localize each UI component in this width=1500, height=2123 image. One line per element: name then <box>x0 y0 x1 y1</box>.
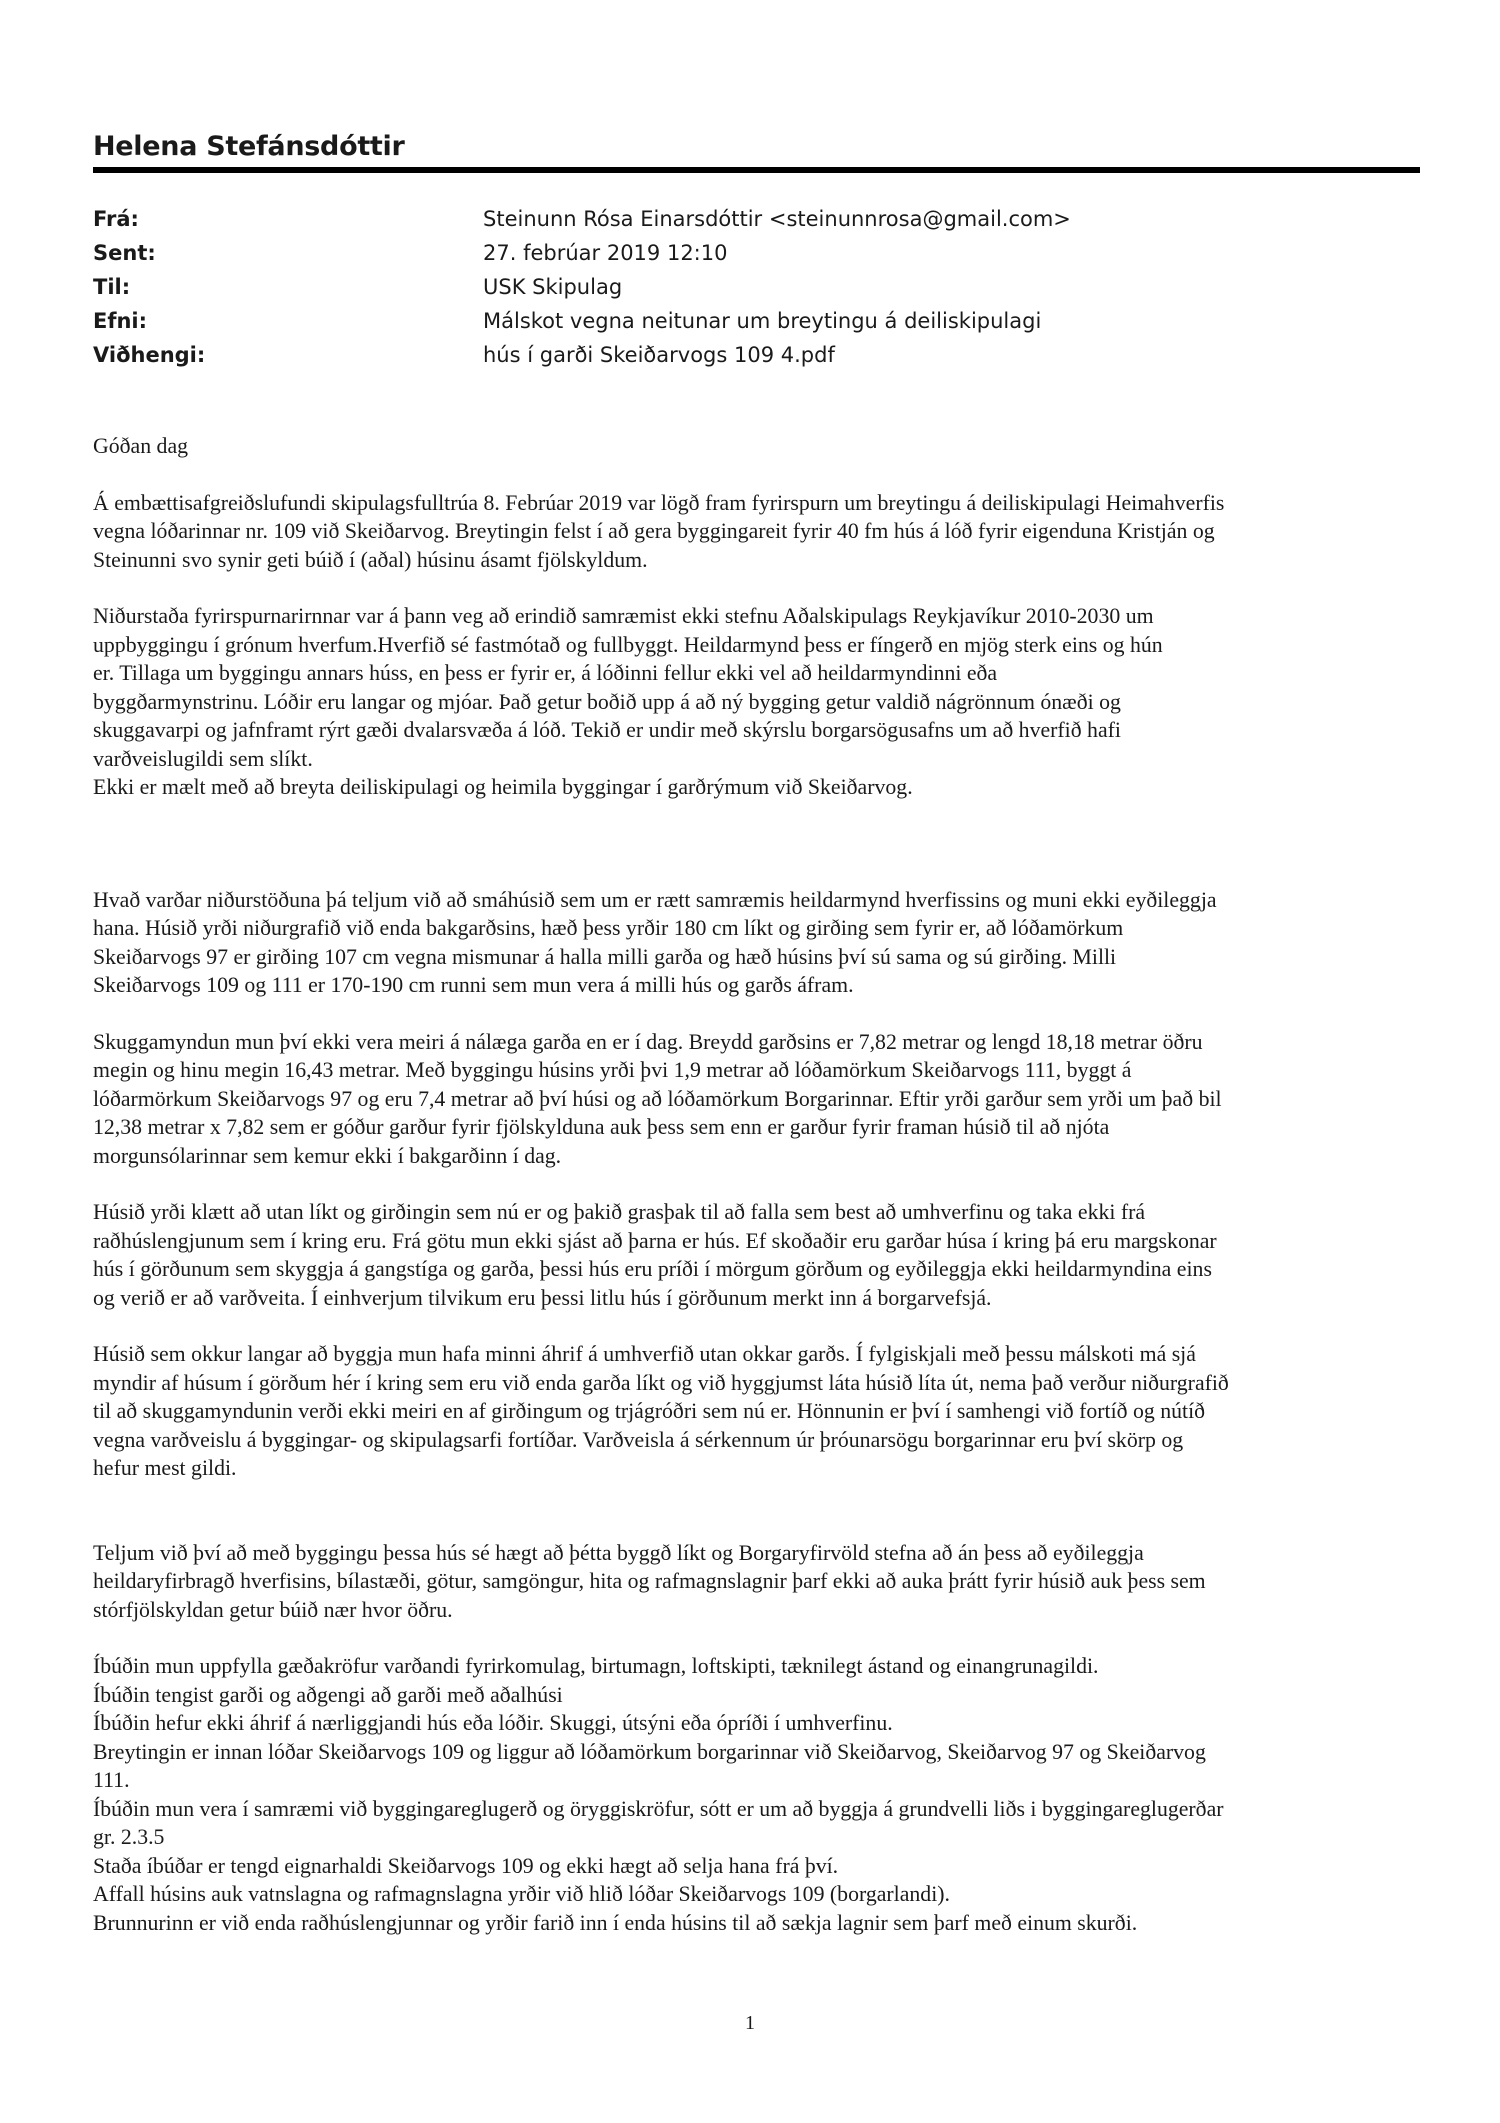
text-line: raðhúslengjunum sem í kring eru. Frá götu mun ekki sjást að þarna er hús. Ef skoðaðir eru garðar húsa í kring þá eru margskonar <box>93 1228 1217 1253</box>
header-row-sent <box>93 236 1423 270</box>
text-line: Teljum við því að með byggingu þessa hús sé hægt að þétta byggð líkt og Borgaryfirvöld stefna að án þess að eyðileggja <box>93 1540 1144 1565</box>
paragraph-2 <box>93 602 1423 802</box>
email-header <box>93 202 1423 372</box>
paragraph-6 <box>93 1340 1423 1483</box>
text-line: Íbúðin hefur ekki áhrif á nærliggjandi hús eða lóðir. Skuggi, útsýni eða ópríði í umhverfinu. <box>93 1711 893 1735</box>
header-label: Efni: <box>93 309 148 333</box>
text-line: Húsið sem okkur langar að byggja mun hafa minni áhrif á umhverfið utan okkar garðs. Í fylgiskjali með þessu málskoti má sjá <box>93 1342 1196 1366</box>
text-line: Íbúðin tengist garði og aðgengi að garði með aðalhúsi <box>93 1682 563 1707</box>
header-value-sent: 27. febrúar 2019 12:10 <box>483 241 728 265</box>
text-line: til að skuggamyndunin verði ekki meiri en af girðingum og trjágróðri sem nú er. Hönnunin er því í samhengi við fortíð og nútíð <box>93 1399 1206 1423</box>
text-line: Íbúðin mun uppfylla gæðakröfur varðandi fyrirkomulag, birtumagn, loftskipti, tæknilegt ástand og einangrunagildi. <box>93 1654 1099 1678</box>
text-line: Affall húsins auk vatnslagna og rafmagnslagna yrðir við hlið lóðar Skeiðarvogs 109 (borgarlandi). <box>93 1882 950 1906</box>
text-line: Breytingin er innan lóðar Skeiðarvogs 109 og liggur að lóðamörkum borgarinnar við Skeiðarvog, Skeiðarvog 97 og Skeiðarvog <box>93 1739 1206 1764</box>
header-row-subject <box>93 304 1423 338</box>
text-line: Hvað varðar niðurstöðuna þá teljum við að smáhúsið sem um er rætt samræmis heildarmynd hverfissins og muni ekki eyðileggja <box>93 887 1217 912</box>
email-body <box>93 432 1423 1937</box>
text-line: 111. <box>93 1768 130 1792</box>
text-line: Brunnurinn er við enda raðhúslengjunnar og yrðir farið inn í enda húsins til að sækja lagnir sem þarf með einum skurði. <box>93 1910 1138 1935</box>
text-line: og verið er að varðveita. Í einhverjum tilvikum eru þessi litlu hús í görðunum merkt inn á borgarvefsjá. <box>93 1285 992 1310</box>
header-row-from <box>93 202 1423 236</box>
text-line: Húsið yrði klætt að utan líkt og girðingin sem nú er og þakið grasþak til að falla sem best að umhverfinu og taka ekki frá <box>93 1200 1146 1224</box>
header-divider <box>93 167 1420 173</box>
text-line: myndir af húsum í görðum hér í kring sem eru við enda garða líkt og við hyggjumst láta húsið líta út, nema það verður niðurgrafið <box>93 1370 1229 1395</box>
header-value-to: USK Skipulag <box>483 275 623 299</box>
text-line: vegna lóðarinnar nr. 109 við Skeiðarvog. Breytingin felst í að gera byggingareit fyrir 40 fm hús á lóð fyrir eigenduna Kristján og <box>93 519 1215 543</box>
text-line: hús í görðunum sem skyggja á gangstíga og garða, þessi hús eru príði í mörgum görðum og eyðileggja ekki heildarmyndina eins <box>93 1257 1212 1281</box>
text-line: byggðarmynstrinu. Lóðir eru langar og mjóar. Það getur boðið upp á að ný bygging getur valdið nágrönnum ónæði og <box>93 689 1121 714</box>
text-line: hefur mest gildi. <box>93 1456 237 1480</box>
text-line: Skuggamyndun mun því ekki vera meiri á nálæga garða en er í dag. Breydd garðsins er 7,82 metrar og lengd 18,18 metrar öðru <box>93 1029 1203 1054</box>
text-line: uppbyggingu í grónum hverfum.Hverfið sé fastmótað og fullbyggt. Heildarmynd þess er fíngerð en mjög sterk eins og hún <box>93 632 1163 657</box>
text-line: Íbúðin mun vera í samræmi við byggingareglugerð og öryggiskröfur, sótt er um að byggja á grundvelli liðs i byggingareglugerðar <box>93 1796 1224 1821</box>
paragraph-7 <box>93 1539 1423 1625</box>
text-line: Skeiðarvogs 109 og 111 er 170-190 cm runni sem mun vera á milli hús og garðs áfram. <box>93 973 854 997</box>
header-row-to <box>93 270 1423 304</box>
text-line: Niðurstaða fyrirspurnarirnnar var á þann veg að erindið samræmist ekki stefnu Aðalskipulags Reykjavíkur 2010-2030 um <box>93 604 1154 628</box>
greeting: Góðan dag <box>93 434 189 458</box>
paragraph-5 <box>93 1198 1423 1312</box>
header-value-attachment: hús í garði Skeiðarvogs 109 4.pdf <box>483 343 835 367</box>
paragraph-8 <box>93 1652 1423 1937</box>
text-line: heildaryfirbragð hverfisins, bílastæði, götur, samgöngur, hita og rafmagnslagnir þarf ekki að auka þrátt fyrir húsið auk þess sem <box>93 1569 1206 1593</box>
header-label: Til: <box>93 275 131 299</box>
text-line: hana. Húsið yrði niðurgrafið við enda bakgarðsins, hæð þess yrðir 180 cm líkt og girðing sem fyrir er, að lóðamörkum <box>93 916 1124 940</box>
header-value-subject: Málskot vegna neitunar um breytingu á deiliskipulagi <box>483 309 1042 333</box>
text-line: lóðarmörkum Skeiðarvogs 97 og eru 7,4 metrar að því húsi og að lóðamörkum Borgarinnar. Eftir yrði garður sem yrði um það bil <box>93 1086 1222 1111</box>
paragraph-1 <box>93 489 1423 575</box>
header-label: Viðhengi: <box>93 343 206 367</box>
recipient-name: Helena Stefánsdóttir <box>93 131 405 162</box>
header-value-from: Steinunn Rósa Einarsdóttir <steinunnrosa@gmail.com> <box>483 207 1071 231</box>
text-line: skuggavarpi og jafnframt rýrt gæði dvalarsvæða á lóð. Tekið er undir með skýrslu borgarsögusafns um að hverfið hafi <box>93 718 1121 742</box>
text-line: morgunsólarinnar sem kemur ekki í bakgarðinn í dag. <box>93 1143 562 1168</box>
text-line: Ekki er mælt með að breyta deiliskipulagi og heimila byggingar í garðrýmum við Skeiðarvog. <box>93 775 913 799</box>
text-line: Steinunni svo synir geti búið í (aðal) húsinu ásamt fjölskyldum. <box>93 547 648 572</box>
text-line: vegna varðveislu á byggingar- og skipulagsarfi fortíðar. Varðveisla á sérkennum úr þróunarsögu borgarinnar eru því skörp og <box>93 1427 1184 1452</box>
text-line: megin og hinu megin 16,43 metrar. Með byggingu húsins yrði þvi 1,9 metrar að lóðamörkum Skeiðarvogs 111, byggt á <box>93 1058 1132 1082</box>
header-row-attachment <box>93 338 1423 372</box>
header-label: Sent: <box>93 241 156 265</box>
text-line: stórfjölskyldan getur búið nær hvor öðru. <box>93 1597 453 1622</box>
header-label: Frá: <box>93 207 139 231</box>
text-line: gr. 2.3.5 <box>93 1825 165 1849</box>
text-line: varðveislugildi sem slíkt. <box>93 746 313 771</box>
text-line: Á embættisafgreiðslufundi skipulagsfulltrúa 8. Febrúar 2019 var lögð fram fyrirspurn um breytingu á deiliskipulagi Heimahverfis <box>93 490 1225 515</box>
text-line: er. Tillaga um byggingu annars húss, en þess er fyrir er, á lóðinni fellur ekki vel að heildarmyndinni eða <box>93 661 998 685</box>
paragraph-4 <box>93 1028 1423 1171</box>
text-line: 12,38 metrar x 7,82 sem er góður garður fyrir fjölskylduna auk þess sem enn er garður fyrir framan húsið til að njóta <box>93 1115 1110 1139</box>
page-number: 1 <box>745 2012 755 2034</box>
text-line: Staða íbúðar er tengd eignarhaldi Skeiðarvogs 109 og ekki hægt að selja hana frá því. <box>93 1853 839 1878</box>
paragraph-3 <box>93 886 1423 1000</box>
text-line: Skeiðarvogs 97 er girðing 107 cm vegna mismunar á halla milli garða og hæð húsins því sú sama og sú girðing. Milli <box>93 944 1117 969</box>
